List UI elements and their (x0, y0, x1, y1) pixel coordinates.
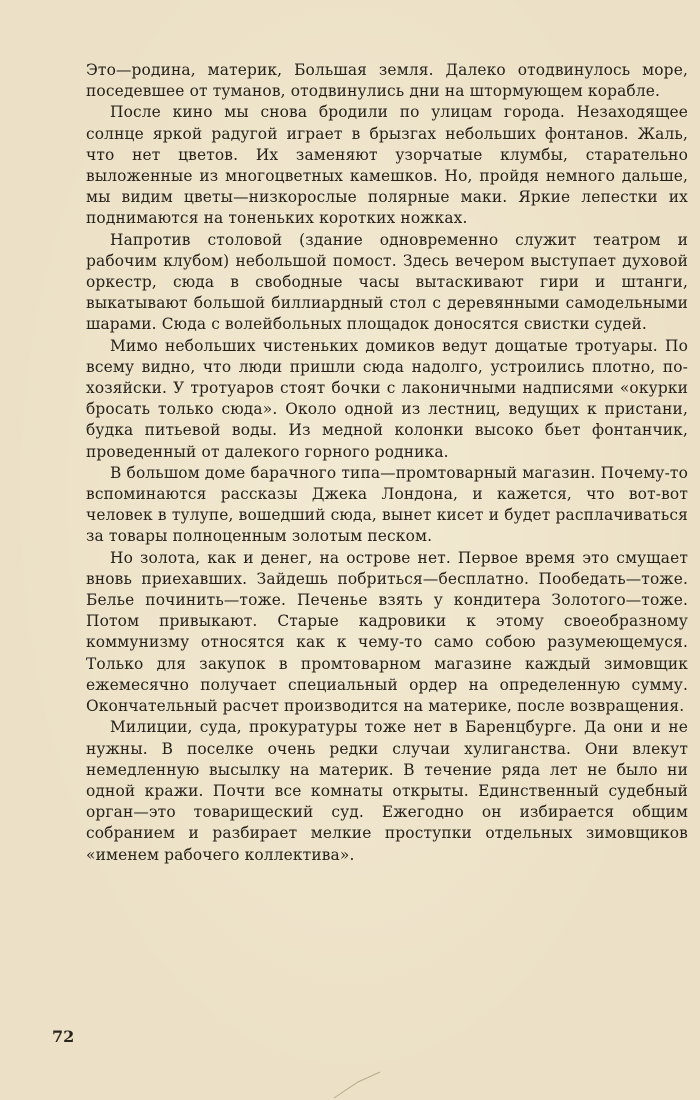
paragraph-2: После кино мы снова бродили по улицам города. Незаходящее солнце яркой радугой играет в брызгах небольших фонтанов. Жаль, что нет цветов. Их заменяют узорчатые клумбы, старательно выложенные из многоцветных камешков. Но, пройдя немного дальше, мы видим цветы—низкорослые полярные маки. Яркие лепестки их поднимаются на тоненьких коротких ножках. (86, 103, 688, 228)
paragraph-6: Но золота, как и денег, на острове нет. Первое время это смущает вновь приехавших. Зайдешь побриться—бесплатно. Пообедать—тоже. Белье починить—тоже. Печенье взять у кондитера Золотого—тоже. Потом привыкают. Старые кадровики к этому своеобразному коммунизму относятся как к чему-то само собою разумеющемуся. Только для закупок в промтоварном магазине каждый зимовщик ежемесячно получает специальный ордер на определенную сумму. Окончательный расчет производится на материке, после возвращения. (86, 548, 688, 716)
paper-scratch-mark (330, 1068, 390, 1100)
page-number: 72 (52, 1027, 75, 1046)
paragraph-1: Это—родина, материк, Большая земля. Далеко отодвинулось море, поседевшее от туманов, отодвинулись дни на штормующем корабле. (86, 61, 688, 101)
paragraph-7: Милиции, суда, прокуратуры тоже нет в Баренцбурге. Да они и не нужны. В поселке очень редки случаи хулиганства. Они влекут немедленную высылку на материк. В течение ряда лет не было ни одной кражи. Почти все комнаты открыты. Единственный судебный орган—это товарищеский суд. Ежегодно он избирается общим собранием и разбирает мелкие проступки отдельных зимовщиков «именем рабочего коллектива». (86, 718, 688, 864)
paragraph-5: В большом доме барачного типа—промтоварный магазин. Почему-то вспоминаются рассказы Джека Лондона, и кажется, что вот-вот человек в тулупе, вошедший сюда, вынет кисет и будет расплачиваться за товары полноценным золотым песком. (86, 463, 688, 546)
paragraph-3: Напротив столовой (здание одновременно служит театром и рабочим клубом) небольшой помост. Здесь вечером выступает духовой оркестр, сюда в свободные часы вытаскивают гири и штанги, выкатывают большой биллиардный стол с деревянными самодельными шарами. Сюда с волейбольных площадок доносятся свистки судей. (86, 230, 688, 334)
paragraph-4: Мимо небольших чистеньких домиков ведут дощатые тротуары. По всему видно, что люди пришли сюда надолго, устроились плотно, по-хозяйски. У тротуаров стоят бочки с лаконичными надписями «окурки бросать только сюда». Около одной из лестниц, ведущих к пристани, будка питьевой воды. Из медной колонки высоко бьет фонтанчик, проведенный от далекого горного родника. (86, 336, 688, 461)
body-text (86, 60, 688, 866)
